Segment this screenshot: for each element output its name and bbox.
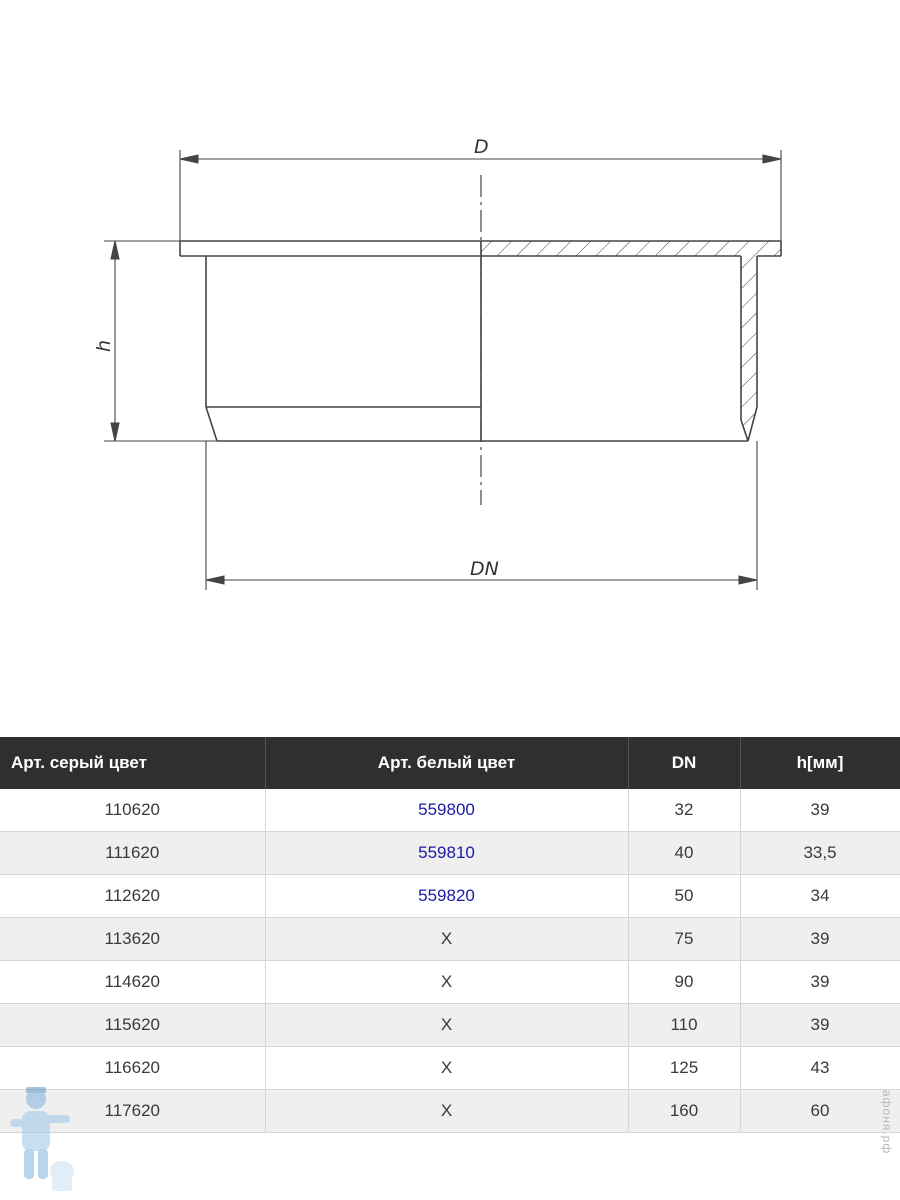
table-row	[0, 1004, 900, 1047]
grey-article-cell: 117620	[0, 1090, 265, 1133]
label-h: h	[93, 339, 115, 352]
grey-article-cell: 112620	[0, 875, 265, 918]
white-article-cell: X	[265, 1090, 628, 1133]
h-cell: 39	[740, 1004, 900, 1047]
grey-article-cell: 114620	[0, 961, 265, 1004]
dn-cell: 125	[628, 1047, 740, 1090]
h-cell: 33,5	[740, 832, 900, 875]
white-article-cell: X	[265, 918, 628, 961]
dn-cell: 50	[628, 875, 740, 918]
white-article-cell: X	[265, 1004, 628, 1047]
label-DN: DN	[470, 558, 499, 580]
table-row	[0, 1090, 900, 1133]
dn-cell: 90	[628, 961, 740, 1004]
header-dn: DN	[628, 737, 740, 789]
h-cell: 34	[740, 875, 900, 918]
site-watermark: афоня.рф	[880, 1090, 894, 1155]
grey-article-cell: 110620	[0, 789, 265, 832]
flange-hatching	[481, 241, 781, 256]
table-row	[0, 875, 900, 918]
h-cell: 39	[740, 789, 900, 832]
table-row	[0, 832, 900, 875]
table-row	[0, 961, 900, 1004]
header-grey-article: Арт. серый цвет	[0, 737, 265, 789]
dn-cell: 110	[628, 1004, 740, 1047]
table-row	[0, 918, 900, 961]
table-row	[0, 789, 900, 832]
white-article-cell: X	[265, 961, 628, 1004]
dn-cell: 32	[628, 789, 740, 832]
header-h: h[мм]	[740, 737, 900, 789]
grey-article-cell: 115620	[0, 1004, 265, 1047]
table-header-row	[0, 737, 900, 789]
dn-cell: 75	[628, 918, 740, 961]
dn-cell: 40	[628, 832, 740, 875]
h-cell: 60	[740, 1090, 900, 1133]
h-cell: 39	[740, 961, 900, 1004]
table-row	[0, 1047, 900, 1090]
plumber-mascot-icon	[6, 1085, 76, 1195]
grey-article-cell: 113620	[0, 918, 265, 961]
spec-table	[0, 737, 900, 1133]
grey-article-cell: 111620	[0, 832, 265, 875]
white-article-link[interactable]: 559820	[265, 875, 628, 918]
h-cell: 39	[740, 918, 900, 961]
wall-hatching	[741, 256, 757, 441]
dn-cell: 160	[628, 1090, 740, 1133]
h-cell: 43	[740, 1047, 900, 1090]
white-article-link[interactable]: 559810	[265, 832, 628, 875]
white-article-cell: X	[265, 1047, 628, 1090]
header-white-article: Арт. белый цвет	[265, 737, 628, 789]
grey-article-cell: 116620	[0, 1047, 265, 1090]
white-article-link[interactable]: 559800	[265, 789, 628, 832]
label-D: D	[474, 136, 489, 158]
